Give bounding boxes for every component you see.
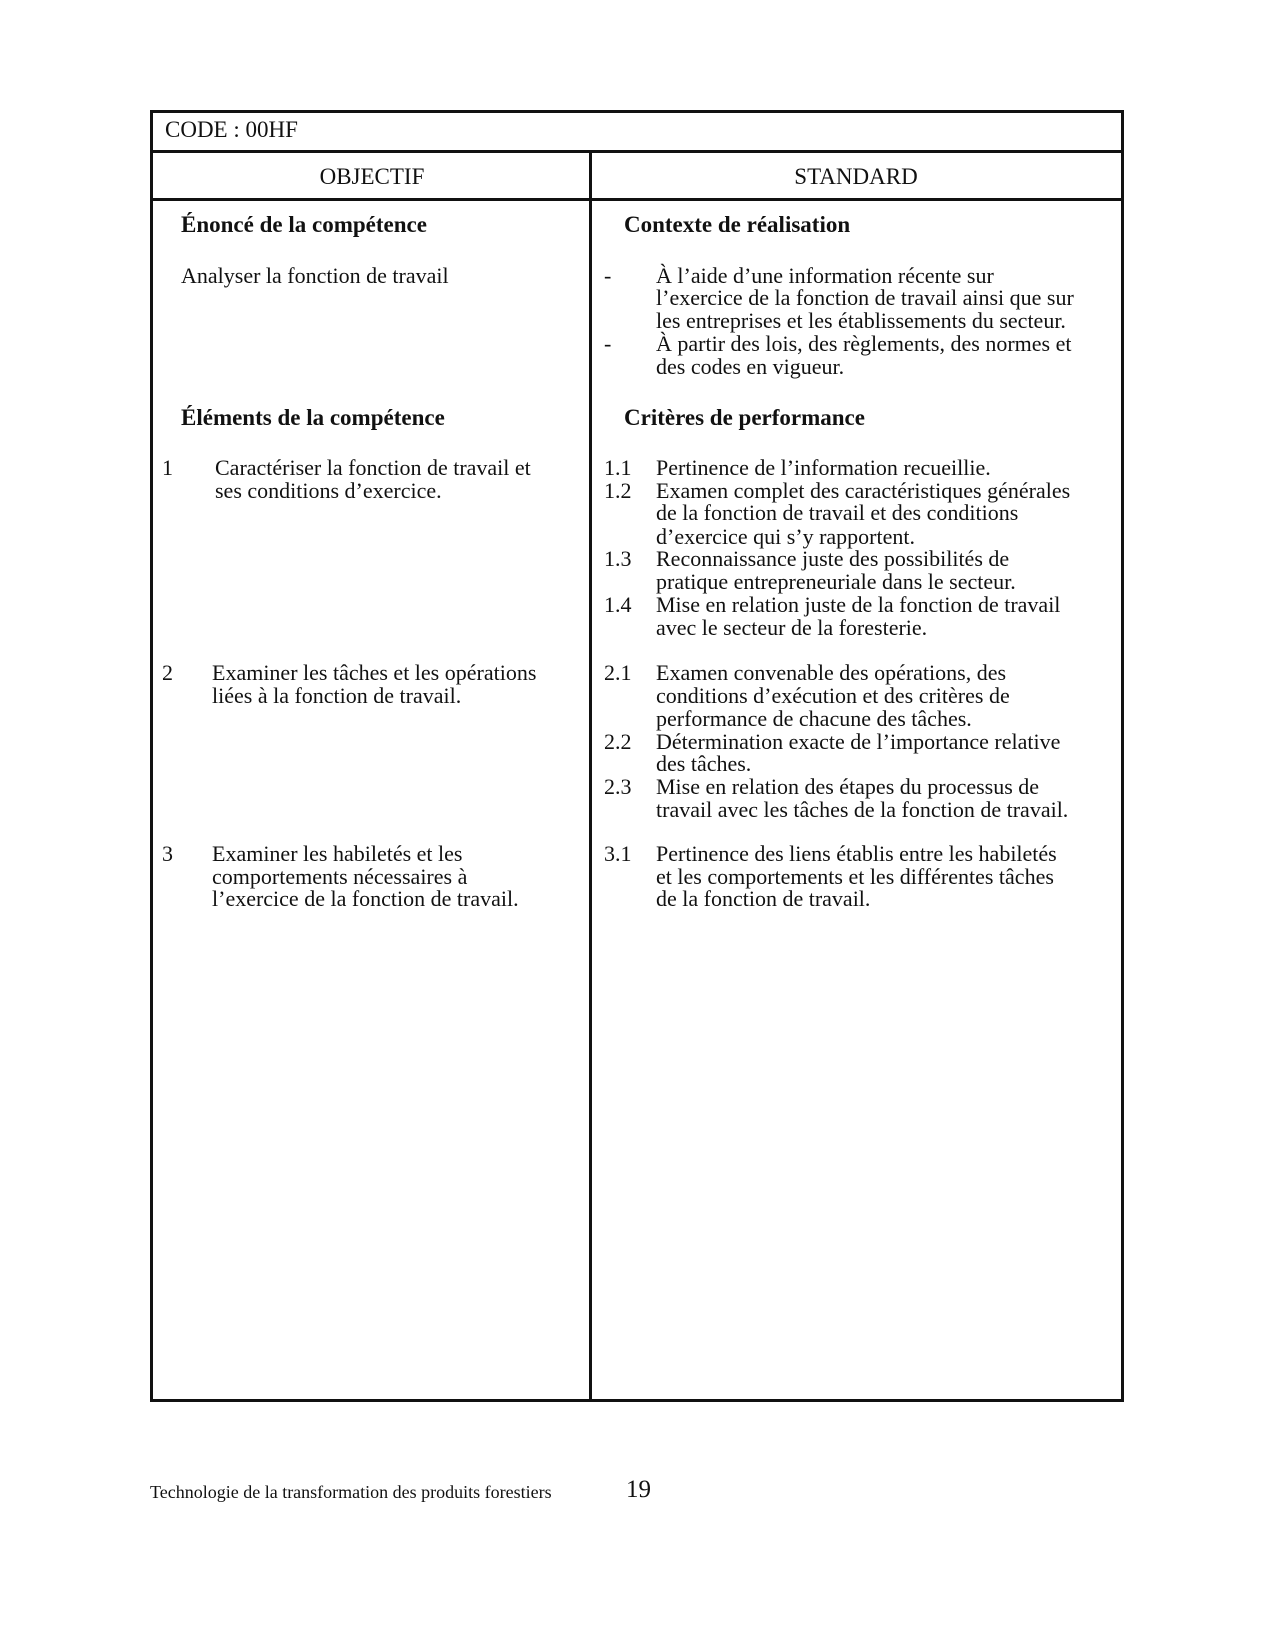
contexte-bullet: - — [604, 331, 612, 356]
critere-line: Mise en relation des étapes du processus de — [656, 774, 1040, 799]
element-line: liées à la fonction de travail. — [212, 683, 462, 708]
page-number: 19 — [626, 1476, 651, 1503]
contexte-line: des codes en vigueur. — [656, 354, 845, 379]
contexte-line: À partir des lois, des règlements, des normes et — [656, 331, 1072, 356]
element-num: 3 — [162, 841, 173, 866]
element-line: comportements nécessaires à — [212, 864, 468, 889]
critere-line: Détermination exacte de l’importance relative — [656, 729, 1061, 754]
critere-line: avec le secteur de la foresterie. — [656, 615, 928, 640]
critere-line: conditions d’exécution et des critères de — [656, 683, 1010, 708]
contexte-title: Contexte de réalisation — [624, 212, 851, 237]
contexte-line: les entreprises et les établissements du secteur. — [656, 308, 1066, 333]
critere-line: de la fonction de travail. — [656, 886, 871, 911]
critere-num: 1.2 — [604, 478, 632, 503]
element-line: ses conditions d’exercice. — [215, 478, 442, 503]
table-header — [153, 153, 1121, 201]
code-label: CODE : 00HF — [153, 113, 1121, 153]
contexte-line: l’exercice de la fonction de travail ainsi que sur — [656, 285, 1074, 310]
critere-num: 1.1 — [604, 455, 632, 480]
enonce-text: Analyser la fonction de travail — [181, 263, 449, 288]
critere-line: de la fonction de travail et des conditions — [656, 500, 1019, 525]
critere-line: et les comportements et les différentes tâches — [656, 864, 1054, 889]
element-line: Examiner les habiletés et les — [212, 841, 463, 866]
header-standard: STANDARD — [794, 164, 918, 189]
header-objectif: OBJECTIF — [319, 164, 425, 189]
element-line: Examiner les tâches et les opérations — [212, 660, 537, 685]
critere-num: 1.4 — [604, 592, 632, 617]
contexte-bullet: - — [604, 263, 612, 288]
critere-line: performance de chacune des tâches. — [656, 706, 972, 731]
element-line: l’exercice de la fonction de travail. — [212, 886, 519, 911]
element-num: 1 — [162, 455, 173, 480]
critere-num: 2.1 — [604, 660, 632, 685]
critere-num: 2.3 — [604, 774, 632, 799]
critere-line: Pertinence des liens établis entre les habiletés — [656, 841, 1057, 866]
enonce-title: Énoncé de la compétence — [181, 212, 427, 237]
critere-line: Mise en relation juste de la fonction de travail — [656, 592, 1061, 617]
critere-num: 1.3 — [604, 546, 632, 571]
critere-line: Examen complet des caractéristiques générales — [656, 478, 1071, 503]
criteres-title: Critères de performance — [624, 405, 865, 430]
contexte-line: À l’aide d’une information récente sur — [656, 263, 994, 288]
critere-line: pratique entrepreneuriale dans le secteur. — [656, 569, 1016, 594]
critere-num: 2.2 — [604, 729, 632, 754]
footer-title: Technologie de la transformation des produits forestiers — [150, 1482, 552, 1502]
critere-num: 3.1 — [604, 841, 632, 866]
critere-line: Examen convenable des opérations, des — [656, 660, 1007, 685]
column-divider — [589, 153, 592, 1399]
element-line: Caractériser la fonction de travail et — [215, 455, 531, 480]
critere-line: Pertinence de l’information recueillie. — [656, 455, 991, 480]
critere-line: d’exercice qui s’y rapportent. — [656, 524, 915, 549]
critere-line: des tâches. — [656, 751, 752, 776]
critere-line: Reconnaissance juste des possibilités de — [656, 546, 1010, 571]
elements-title: Éléments de la compétence — [181, 405, 445, 430]
element-num: 2 — [162, 660, 173, 685]
critere-line: travail avec les tâches de la fonction de travail. — [656, 797, 1069, 822]
